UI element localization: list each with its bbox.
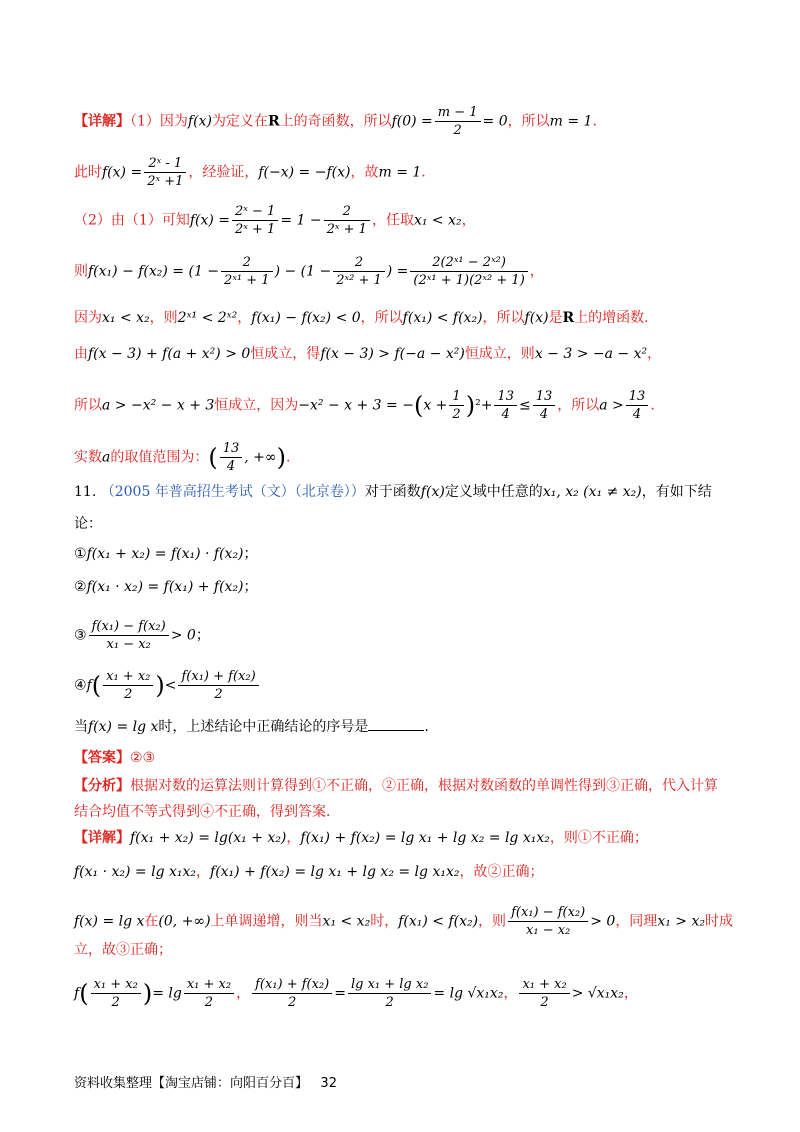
detail-line-2: f(x₁ · x₂) = lg x₁x₂，f(x₁) + f(x₂) = lg x₁ + lg x₂ = lg x₁x₂，故②正确； — [74, 864, 544, 880]
detail-tag: 【详解】 — [74, 113, 130, 130]
page-number: 32 — [320, 1076, 337, 1091]
analysis-line-2: 结合均值不等式得到④不正确，得到答案. — [74, 804, 331, 820]
fraction: $\frac{m - 1}{2}$ — [435, 104, 481, 139]
fraction: $\frac{13}{4}$ — [494, 388, 517, 423]
answer-line — [74, 748, 736, 768]
fraction: $\frac{13}{4}$ — [220, 440, 243, 475]
solution-line-7: 所以a > −x² − x + 3恒成立，因为−x² − x + 3 = −(x + $\frac{1}{2}$ )²+ $\frac{13}{4}$ ≤ $\frac{13}{4}$ ，所以a > $\frac{13}{4}$ . — [74, 389, 655, 422]
fraction: $\frac{13}{4}$ — [533, 388, 556, 423]
fraction: $\frac{1}{2}$ — [449, 388, 463, 423]
solution-line-1: 【详解】（1）因为f(x)为定义在R上的奇函数，所以f(0) = $\frac{m - 1}{2}$ = 0，所以m = 1. — [74, 105, 597, 138]
detail-line-4: f( $\frac{\text{x₁ + x₂}}{2}$ )= lg $\frac{\text{x₁ + x₂}}{2}$ ， $\frac{\text{f(x₁) + f(x₂)}}{2}$ = $\frac{\text{lg x₁ + lg x₂}}{2}$ = lg √x₁x₂， $\frac{\text{x₁ + x₂}}{2}$ > √x₁x₂， — [74, 977, 638, 1010]
solution-line-6: 由f(x − 3) + f(a + x²) > 0恒成立，得f(x − 3) > f(−a − x²)恒成立，则x − 3 > −a − x²， — [74, 346, 662, 362]
solution-line-2: 此时f(x) = $\frac{\text{2ˣ - 1}}{\text{2ˣ +1}}$ ，经验证，f(−x) = −f(x)，故m = 1. — [74, 156, 426, 189]
footer-text: 资料收集整理【淘宝店铺：向阳百分百】 — [74, 1076, 309, 1091]
solution-line-8: 实数a的取值范围为：( $\frac{13}{4}$ , +∞). — [74, 441, 291, 474]
answer-text: ②③ — [130, 750, 156, 766]
analysis-tag: 【分析】 — [74, 778, 130, 794]
fraction: $\frac{\text{x₁ + x₂}}{2}$ — [103, 668, 153, 703]
solution-line-5: 因为x₁ < x₂，则2ˣ¹ < 2ˣ²，f(x₁) − f(x₂) < 0，所以f(x₁) < f(x₂)，所以f(x)是R上的增函数. — [74, 310, 649, 326]
fraction: $\frac{2}{\text{2ˣ¹ + 1}}$ — [221, 254, 273, 289]
solution-line-4: 则f(x₁) − f(x₂) = (1 − $\frac{2}{\text{2ˣ¹ + 1}}$ ) − (1 − $\frac{2}{\text{2ˣ² + 1}}$ ) = $\frac{\text{2(2ˣ¹ − 2ˣ²)}}{\text{(2ˣ¹ + 1)(2ˣ² + 1)}}$ ， — [74, 255, 544, 288]
fraction: $\frac{\text{f(x₁) + f(x₂)}}{2}$ — [178, 668, 258, 703]
fraction: $\frac{\text{2ˣ - 1}}{\text{2ˣ +1}}$ — [144, 155, 186, 190]
question-source: （2005 年普高招生考试（文）（北京卷）） — [100, 484, 365, 500]
fraction: $\frac{\text{x₁ + x₂}}{2}$ — [519, 976, 569, 1011]
fraction: $\frac{\text{x₁ + x₂}}{2}$ — [184, 976, 234, 1011]
fraction: $\frac{2}{\text{2ˣ² + 1}}$ — [333, 254, 385, 289]
fraction: $\frac{\text{f(x₁) − f(x₂)}}{\text{x₁ − x₂}}$ — [508, 904, 588, 939]
statement-1: ①f(x₁ + x₂) = f(x₁) · f(x₂)； — [74, 546, 258, 562]
detail-line-3b: 立，故③正确； — [74, 942, 172, 958]
answer-tag: 【答案】 — [74, 750, 130, 766]
fraction: $\frac{\text{x₁ + x₂}}{2}$ — [91, 976, 141, 1011]
answer-blank — [368, 716, 424, 731]
fraction: $\frac{\text{f(x₁) − f(x₂)}}{\text{x₁ − x₂}}$ — [89, 618, 169, 653]
fraction: $\frac{2}{\text{2ˣ + 1}}$ — [324, 203, 370, 238]
fraction: $\frac{\text{2ˣ − 1}}{\text{2ˣ + 1}}$ — [232, 203, 278, 238]
fraction: $\frac{\text{f(x₁) + f(x₂)}}{2}$ — [252, 976, 332, 1011]
fraction: $\frac{13}{4}$ — [626, 388, 649, 423]
statement-3: ③ $\frac{\text{f(x₁) − f(x₂)}}{\text{x₁ − x₂}}$ > 0； — [74, 619, 210, 652]
fraction: $\frac{\text{2(2ˣ¹ − 2ˣ²)}}{\text{(2ˣ¹ + 1)(2ˣ² + 1)}}$ — [410, 254, 527, 289]
detail-line-1: 【详解】f(x₁ + x₂) = lg(x₁ + x₂)，f(x₁) + f(x₂) = lg x₁ + lg x₂ = lg x₁x₂，则①不正确； — [74, 830, 648, 846]
analysis-line-1: 【分析】根据对数的运算法则计算得到①不正确，②正确，根据对数函数的单调性得到③正确，代入计算 — [74, 778, 718, 794]
question-11-tail: 当f(x) = lg x时，上述结论中正确结论的序号是 . — [74, 716, 736, 737]
solution-line-3: （2）由（1）可知f(x) = $\frac{\text{2ˣ − 1}}{\text{2ˣ + 1}}$ = 1 − $\frac{2}{\text{2ˣ + 1}}$ ，任取x₁ < x₂， — [74, 204, 476, 237]
page-footer — [74, 1072, 337, 1091]
fraction: $\frac{\text{lg x₁ + lg x₂}}{2}$ — [348, 976, 431, 1011]
statement-4: ④f( $\frac{\text{x₁ + x₂}}{2}$ )< $\frac{\text{f(x₁) + f(x₂)}}{2}$ — [74, 668, 736, 703]
question-11-line-2: 论： — [74, 516, 102, 532]
question-11-line-1: 11. （2005 年普高招生考试（文）（北京卷））对于函数f(x)定义域中任意的x₁, x₂ (x₁ ≠ x₂)，有如下结 — [74, 484, 712, 500]
detail-line-3: f(x) = lg x在(0, +∞)上单调递增，则当x₁ < x₂时，f(x₁) < f(x₂)，则 $\frac{\text{f(x₁) − f(x₂)}}{\text{x₁ − x₂}}$ > 0，同理x₁ > x₂时成 — [74, 905, 733, 938]
statement-2: ②f(x₁ · x₂) = f(x₁) + f(x₂)； — [74, 579, 258, 595]
question-number: 11. — [74, 484, 97, 500]
detail-tag-2: 【详解】 — [74, 830, 130, 846]
